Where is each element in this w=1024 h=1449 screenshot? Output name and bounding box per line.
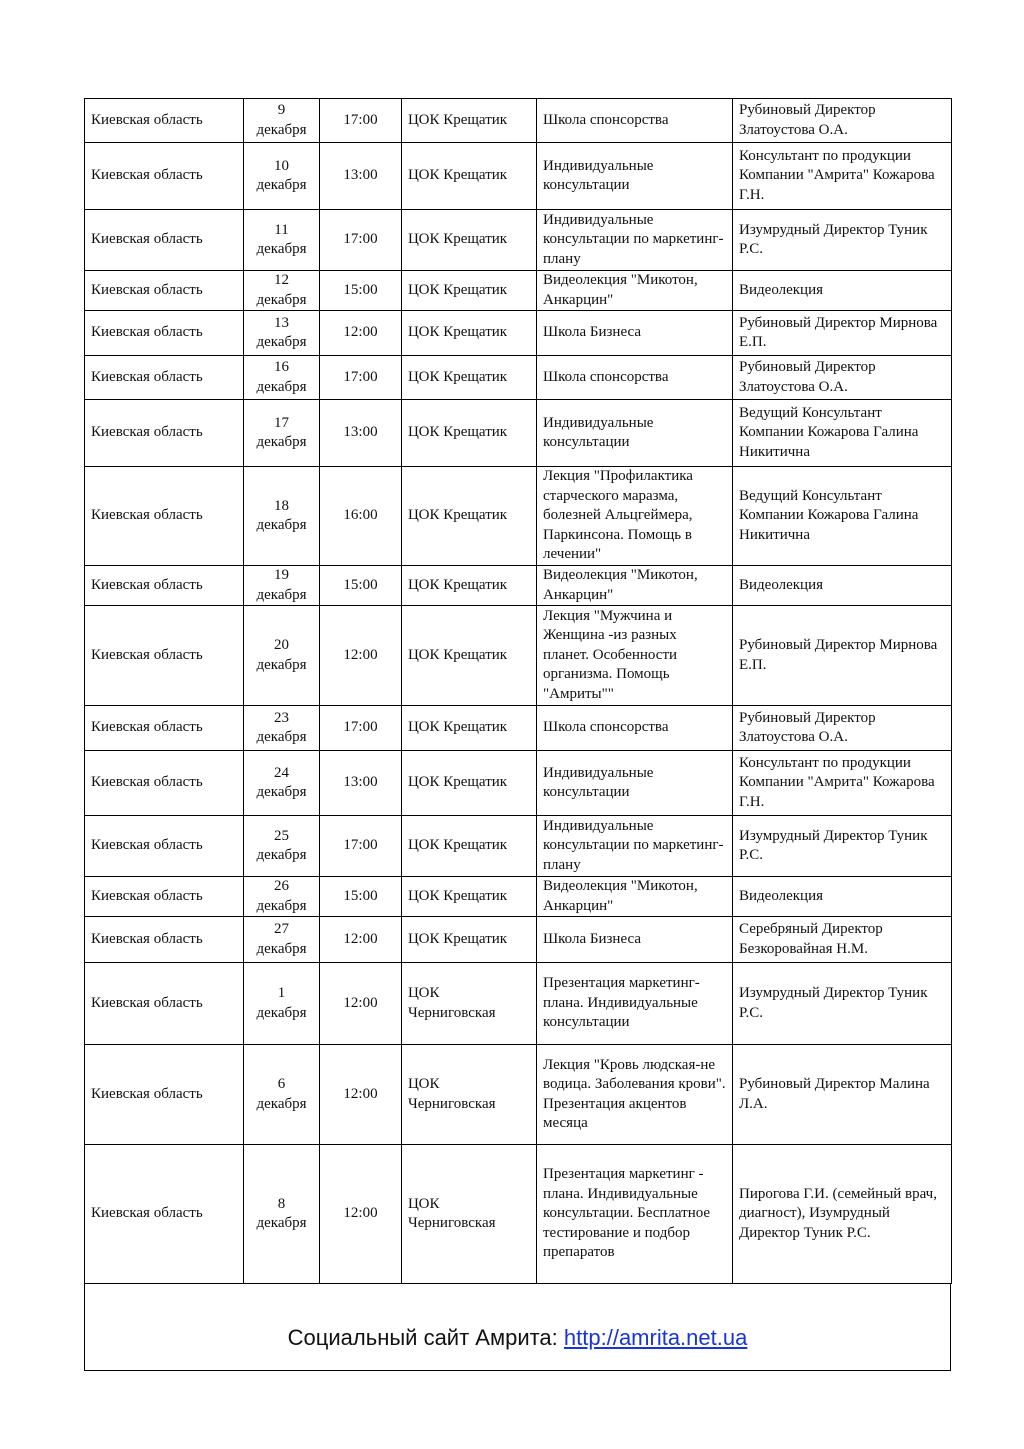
speaker-cell: Рубиновый Директор Златоустова О.А. <box>733 356 952 400</box>
date-cell <box>244 566 320 606</box>
table-row <box>85 566 952 606</box>
region-cell: Киевская область <box>85 210 244 271</box>
date-month: декабря <box>256 1004 307 1021</box>
place-cell: ЦОК Крещатик <box>402 751 537 816</box>
date-day: 18 <box>274 497 289 514</box>
event-cell: Лекция "Мужчина и Женщина -из разных планет. Особенности организма. Помощь "Амриты"" <box>537 606 733 706</box>
table-row <box>85 271 952 311</box>
place-cell: ЦОК Крещатик <box>402 356 537 400</box>
date-day: 26 <box>274 878 289 894</box>
speaker-cell: Видеолекция <box>733 566 952 606</box>
speaker-cell: Ведущий Консультант Компании Кожарова Галина Никитична <box>733 467 952 566</box>
speaker-cell: Ведущий Консультант Компании Кожарова Галина Никитична <box>733 400 952 467</box>
time-cell: 12:00 <box>320 311 402 356</box>
place-cell: ЦОК Крещатик <box>402 311 537 356</box>
place-cell: ЦОК Крещатик <box>402 467 537 566</box>
time-cell: 12:00 <box>320 963 402 1045</box>
place-cell: ЦОК Крещатик <box>402 606 537 706</box>
region-cell: Киевская область <box>85 356 244 400</box>
event-cell: Видеолекция "Микотон, Анкарцин" <box>537 566 733 606</box>
date-cell <box>244 356 320 400</box>
date-day: 1 <box>277 985 286 1001</box>
time-cell: 12:00 <box>320 606 402 706</box>
place-cell: ЦОК Черниговская <box>402 1145 537 1284</box>
date-cell <box>244 311 320 356</box>
time-cell: 15:00 <box>320 271 402 311</box>
date-day: 19 <box>274 567 289 583</box>
date-day: 11 <box>274 221 289 238</box>
place-cell: ЦОК Крещатик <box>402 816 537 877</box>
speaker-cell: Рубиновый Директор Златоустова О.А. <box>733 706 952 751</box>
table-row <box>85 706 952 751</box>
date-month: декабря <box>256 241 307 257</box>
region-cell: Киевская область <box>85 751 244 816</box>
region-cell: Киевская область <box>85 400 244 467</box>
table-row <box>85 606 952 706</box>
table-row <box>85 1145 952 1284</box>
time-cell: 17:00 <box>320 706 402 751</box>
time-cell: 15:00 <box>320 877 402 917</box>
date-month: декабря <box>256 517 307 533</box>
table-row <box>85 963 952 1045</box>
event-cell: Презентация маркетинг - плана. Индивидуальные консультации. Бесплатное тестирование и подбор препаратов <box>537 1145 733 1284</box>
place-cell: ЦОК Черниговская <box>402 1045 537 1145</box>
date-cell <box>244 816 320 877</box>
date-cell <box>244 143 320 210</box>
region-cell: Киевская область <box>85 1045 244 1145</box>
date-month: декабря <box>256 784 307 800</box>
speaker-cell: Рубиновый Директор Малина Л.А. <box>733 1045 952 1145</box>
time-cell: 17:00 <box>320 99 402 143</box>
region-cell: Киевская область <box>85 963 244 1045</box>
date-day: 17 <box>274 414 289 431</box>
speaker-cell: Консультант по продукции Компании "Амрита" Кожарова Г.Н. <box>733 751 952 816</box>
footer-text <box>85 1325 950 1351</box>
date-month: декабря <box>256 897 307 914</box>
event-cell: Индивидуальные консультации <box>537 143 733 210</box>
date-cell <box>244 963 320 1045</box>
date-month: декабря <box>256 291 307 308</box>
region-cell: Киевская область <box>85 566 244 606</box>
date-month: декабря <box>256 378 307 395</box>
place-cell: ЦОК Крещатик <box>402 210 537 271</box>
speaker-cell: Серебряный Директор Безкоровайная Н.М. <box>733 917 952 963</box>
place-cell: ЦОК Крещатик <box>402 99 537 143</box>
time-cell: 16:00 <box>320 467 402 566</box>
region-cell: Киевская область <box>85 271 244 311</box>
table-row <box>85 1045 952 1145</box>
date-day: 6 <box>277 1076 286 1092</box>
speaker-cell: Консультант по продукции Компании "Амрита" Кожарова Г.Н. <box>733 143 952 210</box>
time-cell: 12:00 <box>320 1045 402 1145</box>
date-month: декабря <box>256 656 307 673</box>
date-month: декабря <box>256 1215 307 1231</box>
date-day: 23 <box>274 709 289 726</box>
event-cell: Школа спонсорства <box>537 356 733 400</box>
time-cell: 17:00 <box>320 210 402 271</box>
place-cell: ЦОК Крещатик <box>402 877 537 917</box>
event-cell: Школа спонсорства <box>537 706 733 751</box>
event-cell: Лекция "Профилактика старческого маразма, болезней Альцгеймера, Паркинсона. Помощь в лечении" <box>537 467 733 566</box>
footer-label: Социальный сайт Амрита: <box>287 1325 564 1350</box>
speaker-cell: Рубиновый Директор Мирнова Е.П. <box>733 311 952 356</box>
table-row <box>85 917 952 963</box>
speaker-cell: Изумрудный Директор Туник Р.С. <box>733 816 952 877</box>
place-cell: ЦОК Крещатик <box>402 566 537 606</box>
time-cell: 12:00 <box>320 1145 402 1284</box>
place-cell: ЦОК Черниговская <box>402 963 537 1045</box>
table-row <box>85 467 952 566</box>
event-cell: Презентация маркетинг-плана. Индивидуальные консультации <box>537 963 733 1045</box>
date-cell <box>244 706 320 751</box>
date-cell <box>244 606 320 706</box>
date-day: 9 <box>277 102 286 118</box>
place-cell: ЦОК Крещатик <box>402 400 537 467</box>
table-row <box>85 816 952 877</box>
date-cell <box>244 1045 320 1145</box>
table-row <box>85 210 952 271</box>
date-month: декабря <box>256 940 307 957</box>
time-cell: 15:00 <box>320 566 402 606</box>
date-cell <box>244 1145 320 1284</box>
place-cell: ЦОК Крещатик <box>402 143 537 210</box>
table-row <box>85 143 952 210</box>
schedule-table <box>84 98 952 1284</box>
date-cell <box>244 917 320 963</box>
date-month: декабря <box>256 729 307 745</box>
date-month: декабря <box>256 434 307 450</box>
date-day: 27 <box>274 921 289 937</box>
date-cell <box>244 877 320 917</box>
date-day: 16 <box>274 359 289 375</box>
time-cell: 13:00 <box>320 400 402 467</box>
table-row <box>85 877 952 917</box>
speaker-cell: Пирогова Г.И. (семейный врач, диагност), Изумрудный Директор Туник Р.С. <box>733 1145 952 1284</box>
time-cell: 12:00 <box>320 917 402 963</box>
date-month: декабря <box>256 334 307 350</box>
speaker-cell: Изумрудный Директор Туник Р.С. <box>733 963 952 1045</box>
time-cell: 13:00 <box>320 751 402 816</box>
date-month: декабря <box>256 1095 307 1112</box>
time-cell: 17:00 <box>320 356 402 400</box>
table-row <box>85 751 952 816</box>
event-cell: Индивидуальные консультации по маркетинг-плану <box>537 210 733 271</box>
date-cell <box>244 751 320 816</box>
date-month: декабря <box>256 847 307 863</box>
event-cell: Видеолекция "Микотон, Анкарцин" <box>537 271 733 311</box>
event-cell: Индивидуальные консультации по маркетинг-плану <box>537 816 733 877</box>
region-cell: Киевская область <box>85 1145 244 1284</box>
region-cell: Киевская область <box>85 816 244 877</box>
table-row <box>85 311 952 356</box>
event-cell: Видеолекция "Микотон, Анкарцин" <box>537 877 733 917</box>
date-day: 13 <box>274 314 289 331</box>
event-cell: Школа спонсорства <box>537 99 733 143</box>
event-cell: Индивидуальные консультации <box>537 751 733 816</box>
date-day: 24 <box>274 764 289 781</box>
date-month: декабря <box>256 121 307 138</box>
event-cell: Школа Бизнеса <box>537 311 733 356</box>
region-cell: Киевская область <box>85 467 244 566</box>
site-link[interactable]: http://amrita.net.ua <box>563 1325 748 1350</box>
table-row <box>85 99 952 143</box>
date-cell <box>244 467 320 566</box>
place-cell: ЦОК Крещатик <box>402 706 537 751</box>
time-cell: 17:00 <box>320 816 402 877</box>
table-row <box>85 400 952 467</box>
region-cell: Киевская область <box>85 99 244 143</box>
schedule-page <box>84 98 951 1371</box>
speaker-cell: Рубиновый Директор Златоустова О.А. <box>733 99 952 143</box>
table-row <box>85 356 952 400</box>
date-cell <box>244 210 320 271</box>
date-month: декабря <box>256 177 307 193</box>
speaker-cell: Рубиновый Директор Мирнова Е.П. <box>733 606 952 706</box>
schedule-table-body <box>85 99 952 1284</box>
speaker-cell: Изумрудный Директор Туник Р.С. <box>733 210 952 271</box>
region-cell: Киевская область <box>85 311 244 356</box>
region-cell: Киевская область <box>85 606 244 706</box>
date-day: 20 <box>274 637 289 653</box>
date-cell <box>244 400 320 467</box>
date-cell <box>244 271 320 311</box>
date-day: 8 <box>277 1195 286 1212</box>
date-day: 12 <box>274 272 289 288</box>
region-cell: Киевская область <box>85 877 244 917</box>
date-day: 10 <box>274 157 289 174</box>
speaker-cell: Видеолекция <box>733 877 952 917</box>
region-cell: Киевская область <box>85 917 244 963</box>
date-day: 25 <box>274 827 289 844</box>
time-cell: 13:00 <box>320 143 402 210</box>
event-cell: Школа Бизнеса <box>537 917 733 963</box>
speaker-cell: Видеолекция <box>733 271 952 311</box>
date-month: декабря <box>256 586 307 603</box>
region-cell: Киевская область <box>85 706 244 751</box>
date-cell <box>244 99 320 143</box>
event-cell: Индивидуальные консультации <box>537 400 733 467</box>
region-cell: Киевская область <box>85 143 244 210</box>
event-cell: Лекция "Кровь людская-не водица. Заболевания крови". Презентация акцентов месяца <box>537 1045 733 1145</box>
footer-box <box>84 1284 951 1371</box>
place-cell: ЦОК Крещатик <box>402 917 537 963</box>
place-cell: ЦОК Крещатик <box>402 271 537 311</box>
